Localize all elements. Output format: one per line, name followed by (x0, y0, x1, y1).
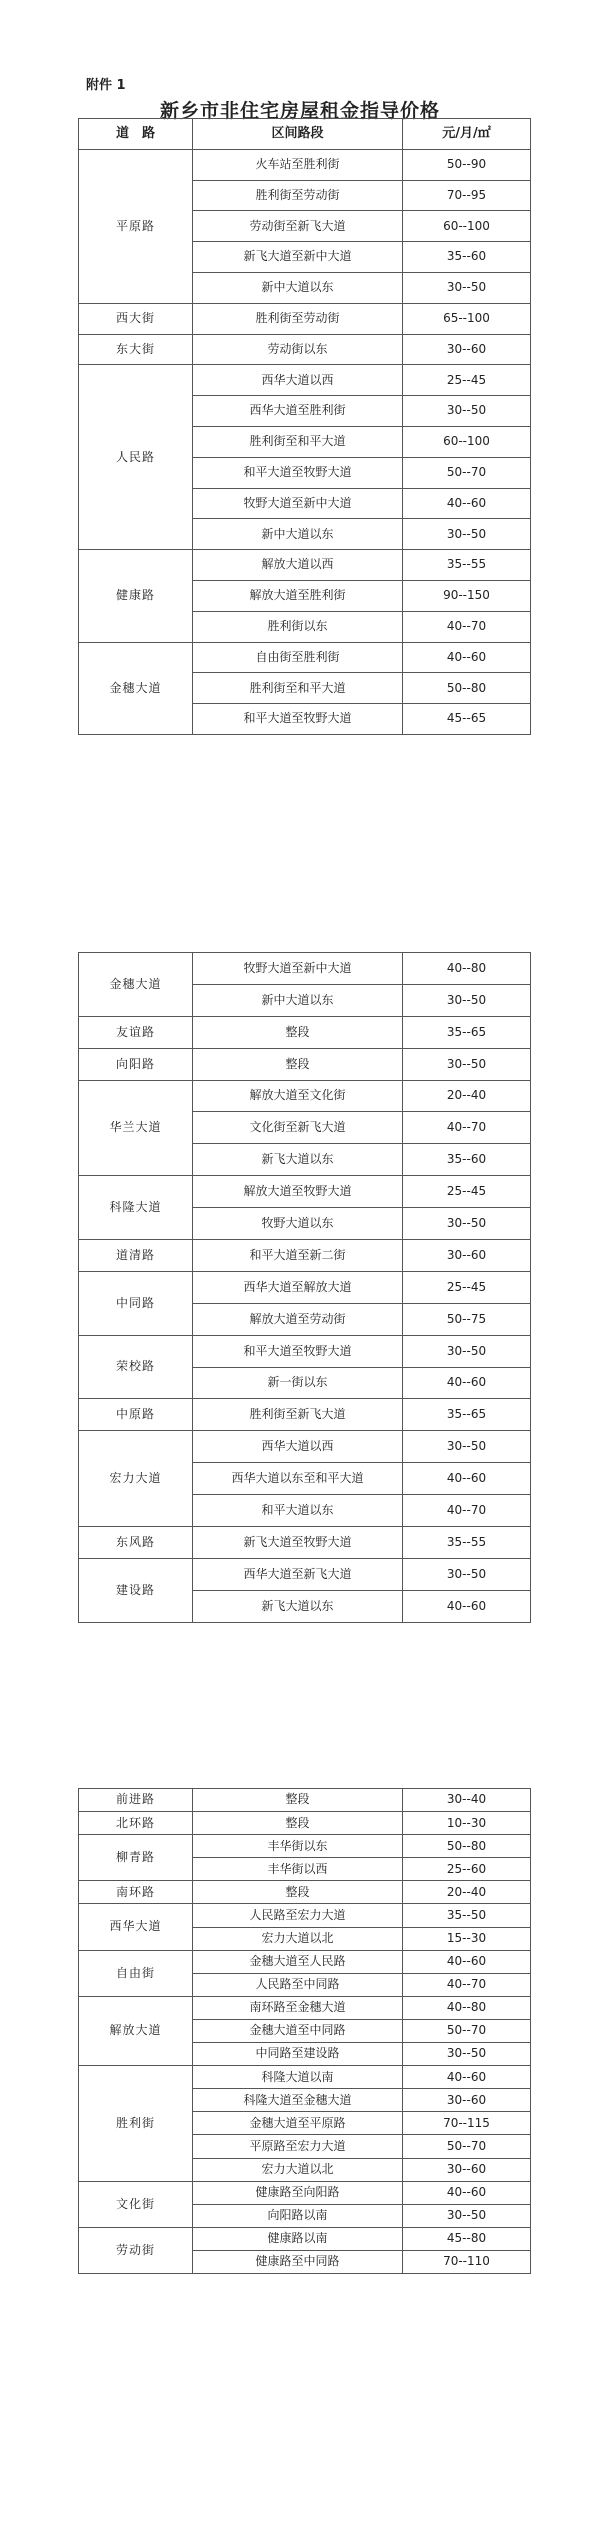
table-row (79, 1176, 531, 1208)
price-cell: 45--80 (403, 2227, 531, 2250)
section-cell: 健康路以南 (193, 2227, 403, 2250)
table-row (79, 1399, 531, 1431)
price-cell: 35--55 (403, 1527, 531, 1559)
price-cell: 40--60 (403, 2181, 531, 2204)
section-cell: 解放大道至文化街 (193, 1080, 403, 1112)
price-cell: 30--50 (403, 2204, 531, 2227)
price-cell: 30--50 (403, 1431, 531, 1463)
price-cell: 35--60 (403, 242, 531, 273)
price-cell: 30--50 (403, 1208, 531, 1240)
price-cell: 40--60 (403, 488, 531, 519)
price-cell: 40--70 (403, 1495, 531, 1527)
section-cell: 胜利街至劳动街 (193, 180, 403, 211)
table-row (79, 149, 531, 180)
price-cell: 35--65 (403, 1399, 531, 1431)
section-cell: 南环路至金穗大道 (193, 1996, 403, 2019)
road-name-cell: 东风路 (79, 1527, 193, 1559)
price-cell: 30--50 (403, 984, 531, 1016)
price-cell: 30--50 (403, 1048, 531, 1080)
section-cell: 牧野大道至新中大道 (193, 488, 403, 519)
price-cell: 50--70 (403, 2135, 531, 2158)
price-cell: 40--70 (403, 1112, 531, 1144)
section-cell: 西华大道以西 (193, 1431, 403, 1463)
road-name-cell: 向阳路 (79, 1048, 193, 1080)
price-cell: 30--60 (403, 1240, 531, 1272)
section-cell: 中同路至建设路 (193, 2043, 403, 2066)
price-cell: 40--60 (403, 1590, 531, 1622)
table-row (79, 1812, 531, 1835)
road-name-cell: 东大街 (79, 334, 193, 365)
price-cell: 50--70 (403, 457, 531, 488)
price-cell: 40--60 (403, 642, 531, 673)
price-cell: 60--100 (403, 211, 531, 242)
road-name-cell: 劳动街 (79, 2227, 193, 2273)
price-cell: 50--80 (403, 673, 531, 704)
section-cell: 解放大道以西 (193, 550, 403, 581)
price-cell: 50--75 (403, 1303, 531, 1335)
section-cell: 西华大道至解放大道 (193, 1271, 403, 1303)
price-cell: 45--65 (403, 704, 531, 735)
price-table-2 (78, 952, 531, 1623)
table-row (79, 1431, 531, 1463)
table-row (79, 1950, 531, 1973)
road-name-cell: 荣校路 (79, 1335, 193, 1399)
section-cell: 解放大道至牧野大道 (193, 1176, 403, 1208)
price-cell: 25--45 (403, 1176, 531, 1208)
price-cell: 90--150 (403, 580, 531, 611)
price-cell: 40--60 (403, 1463, 531, 1495)
road-name-cell: 友谊路 (79, 1016, 193, 1048)
table-row (79, 365, 531, 396)
table-row (79, 303, 531, 334)
price-cell: 40--70 (403, 1973, 531, 1996)
section-cell: 宏力大道以北 (193, 2158, 403, 2181)
price-cell: 30--60 (403, 2158, 531, 2181)
section-cell: 西华大道至新飞大道 (193, 1558, 403, 1590)
section-cell: 自由街至胜利街 (193, 642, 403, 673)
road-name-cell: 建设路 (79, 1558, 193, 1622)
section-cell: 西华大道以西 (193, 365, 403, 396)
section-cell: 火车站至胜利街 (193, 149, 403, 180)
header-price: 元/月/㎡ (403, 119, 531, 150)
section-cell: 人民路至中同路 (193, 1973, 403, 1996)
price-cell: 25--45 (403, 365, 531, 396)
section-cell: 科隆大道以南 (193, 2066, 403, 2089)
price-cell: 25--60 (403, 1858, 531, 1881)
section-cell: 和平大道至牧野大道 (193, 457, 403, 488)
road-name-cell: 金穗大道 (79, 642, 193, 734)
price-cell: 10--30 (403, 1812, 531, 1835)
section-cell: 和平大道至牧野大道 (193, 1335, 403, 1367)
table-row (79, 334, 531, 365)
price-cell: 30--50 (403, 396, 531, 427)
price-cell: 40--70 (403, 611, 531, 642)
price-cell: 15--30 (403, 1927, 531, 1950)
section-cell: 文化街至新飞大道 (193, 1112, 403, 1144)
section-cell: 劳动街至新飞大道 (193, 211, 403, 242)
section-cell: 和平大道至新二街 (193, 1240, 403, 1272)
table-row (79, 2227, 531, 2250)
section-cell: 健康路至向阳路 (193, 2181, 403, 2204)
road-name-cell: 健康路 (79, 550, 193, 642)
road-name-cell: 平原路 (79, 149, 193, 303)
road-name-cell: 解放大道 (79, 1996, 193, 2065)
road-name-cell: 华兰大道 (79, 1080, 193, 1176)
section-cell: 新一街以东 (193, 1367, 403, 1399)
table-row (79, 1240, 531, 1272)
price-cell: 60--100 (403, 426, 531, 457)
table-row (79, 1527, 531, 1559)
section-cell: 胜利街至劳动街 (193, 303, 403, 334)
table-row (79, 642, 531, 673)
section-cell: 新中大道以东 (193, 984, 403, 1016)
table-row (79, 1558, 531, 1590)
section-cell: 牧野大道至新中大道 (193, 953, 403, 985)
table-row (79, 2066, 531, 2089)
road-name-cell: 西大街 (79, 303, 193, 334)
header-road: 道 路 (79, 119, 193, 150)
table-row (79, 1996, 531, 2019)
price-cell: 40--80 (403, 1996, 531, 2019)
section-cell: 胜利街至和平大道 (193, 673, 403, 704)
section-cell: 丰华街以东 (193, 1835, 403, 1858)
section-cell: 西华大道以东至和平大道 (193, 1463, 403, 1495)
price-cell: 30--50 (403, 519, 531, 550)
header-row (79, 119, 531, 150)
attachment-label: 附件 1 (86, 78, 126, 93)
road-name-cell: 自由街 (79, 1950, 193, 1996)
table-row (79, 1881, 531, 1904)
road-name-cell: 西华大道 (79, 1904, 193, 1950)
section-cell: 新飞大道以东 (193, 1144, 403, 1176)
price-cell: 35--65 (403, 1016, 531, 1048)
section-cell: 人民路至宏力大道 (193, 1904, 403, 1927)
page-title: 新乡市非住宅房屋租金指导价格 (159, 100, 440, 122)
table-row (79, 2181, 531, 2204)
section-cell: 新中大道以东 (193, 519, 403, 550)
table-row (79, 1016, 531, 1048)
section-cell: 平原路至宏力大道 (193, 2135, 403, 2158)
table-row (79, 1835, 531, 1858)
section-cell: 金穗大道至中同路 (193, 2019, 403, 2042)
section-cell: 金穗大道至平原路 (193, 2112, 403, 2135)
road-name-cell: 人民路 (79, 365, 193, 550)
road-name-cell: 宏力大道 (79, 1431, 193, 1527)
section-cell: 丰华街以西 (193, 1858, 403, 1881)
table-row (79, 1335, 531, 1367)
price-cell: 35--55 (403, 550, 531, 581)
table-row (79, 1048, 531, 1080)
section-cell: 整段 (193, 1048, 403, 1080)
section-cell: 整段 (193, 1016, 403, 1048)
section-cell: 科隆大道至金穗大道 (193, 2089, 403, 2112)
section-cell: 向阳路以南 (193, 2204, 403, 2227)
section-cell: 新飞大道以东 (193, 1590, 403, 1622)
price-cell: 70--95 (403, 180, 531, 211)
section-cell: 健康路至中同路 (193, 2250, 403, 2273)
price-cell: 50--90 (403, 149, 531, 180)
price-cell: 50--80 (403, 1835, 531, 1858)
section-cell: 金穗大道至人民路 (193, 1950, 403, 1973)
price-cell: 30--50 (403, 1558, 531, 1590)
price-cell: 40--80 (403, 953, 531, 985)
road-name-cell: 胜利街 (79, 2066, 193, 2181)
section-cell: 解放大道至胜利街 (193, 580, 403, 611)
section-cell: 胜利街以东 (193, 611, 403, 642)
road-name-cell: 南环路 (79, 1881, 193, 1904)
section-cell: 新飞大道至牧野大道 (193, 1527, 403, 1559)
price-cell: 20--40 (403, 1881, 531, 1904)
section-cell: 牧野大道以东 (193, 1208, 403, 1240)
price-cell: 35--60 (403, 1144, 531, 1176)
road-name-cell: 柳青路 (79, 1835, 193, 1881)
price-cell: 30--50 (403, 272, 531, 303)
road-name-cell: 文化街 (79, 2181, 193, 2227)
header-section: 区间路段 (193, 119, 403, 150)
section-cell: 胜利街至新飞大道 (193, 1399, 403, 1431)
table-row (79, 1271, 531, 1303)
section-cell: 新中大道以东 (193, 272, 403, 303)
section-cell: 新飞大道至新中大道 (193, 242, 403, 273)
road-name-cell: 北环路 (79, 1812, 193, 1835)
table-row (79, 1904, 531, 1927)
road-name-cell: 前进路 (79, 1789, 193, 1812)
price-cell: 40--60 (403, 1950, 531, 1973)
price-cell: 25--45 (403, 1271, 531, 1303)
price-cell: 70--115 (403, 2112, 531, 2135)
section-cell: 整段 (193, 1789, 403, 1812)
price-cell: 40--60 (403, 2066, 531, 2089)
price-cell: 20--40 (403, 1080, 531, 1112)
table-row (79, 1789, 531, 1812)
price-cell: 30--60 (403, 2089, 531, 2112)
table-row (79, 953, 531, 985)
section-cell: 解放大道至劳动街 (193, 1303, 403, 1335)
price-cell: 30--50 (403, 2043, 531, 2066)
price-cell: 35--50 (403, 1904, 531, 1927)
price-cell: 30--50 (403, 1335, 531, 1367)
price-cell: 65--100 (403, 303, 531, 334)
table-row (79, 550, 531, 581)
road-name-cell: 中原路 (79, 1399, 193, 1431)
section-cell: 和平大道至牧野大道 (193, 704, 403, 735)
price-cell: 30--40 (403, 1789, 531, 1812)
price-cell: 40--60 (403, 1367, 531, 1399)
table-row (79, 1080, 531, 1112)
road-name-cell: 道清路 (79, 1240, 193, 1272)
section-cell: 宏力大道以北 (193, 1927, 403, 1950)
road-name-cell: 金穗大道 (79, 953, 193, 1017)
price-cell: 30--60 (403, 334, 531, 365)
section-cell: 劳动街以东 (193, 334, 403, 365)
section-cell: 和平大道以东 (193, 1495, 403, 1527)
price-cell: 50--70 (403, 2019, 531, 2042)
price-cell: 70--110 (403, 2250, 531, 2273)
price-table-1 (78, 118, 531, 735)
road-name-cell: 中同路 (79, 1271, 193, 1335)
road-name-cell: 科隆大道 (79, 1176, 193, 1240)
section-cell: 胜利街至和平大道 (193, 426, 403, 457)
price-table-3 (78, 1788, 531, 2274)
section-cell: 西华大道至胜利街 (193, 396, 403, 427)
section-cell: 整段 (193, 1881, 403, 1904)
section-cell: 整段 (193, 1812, 403, 1835)
